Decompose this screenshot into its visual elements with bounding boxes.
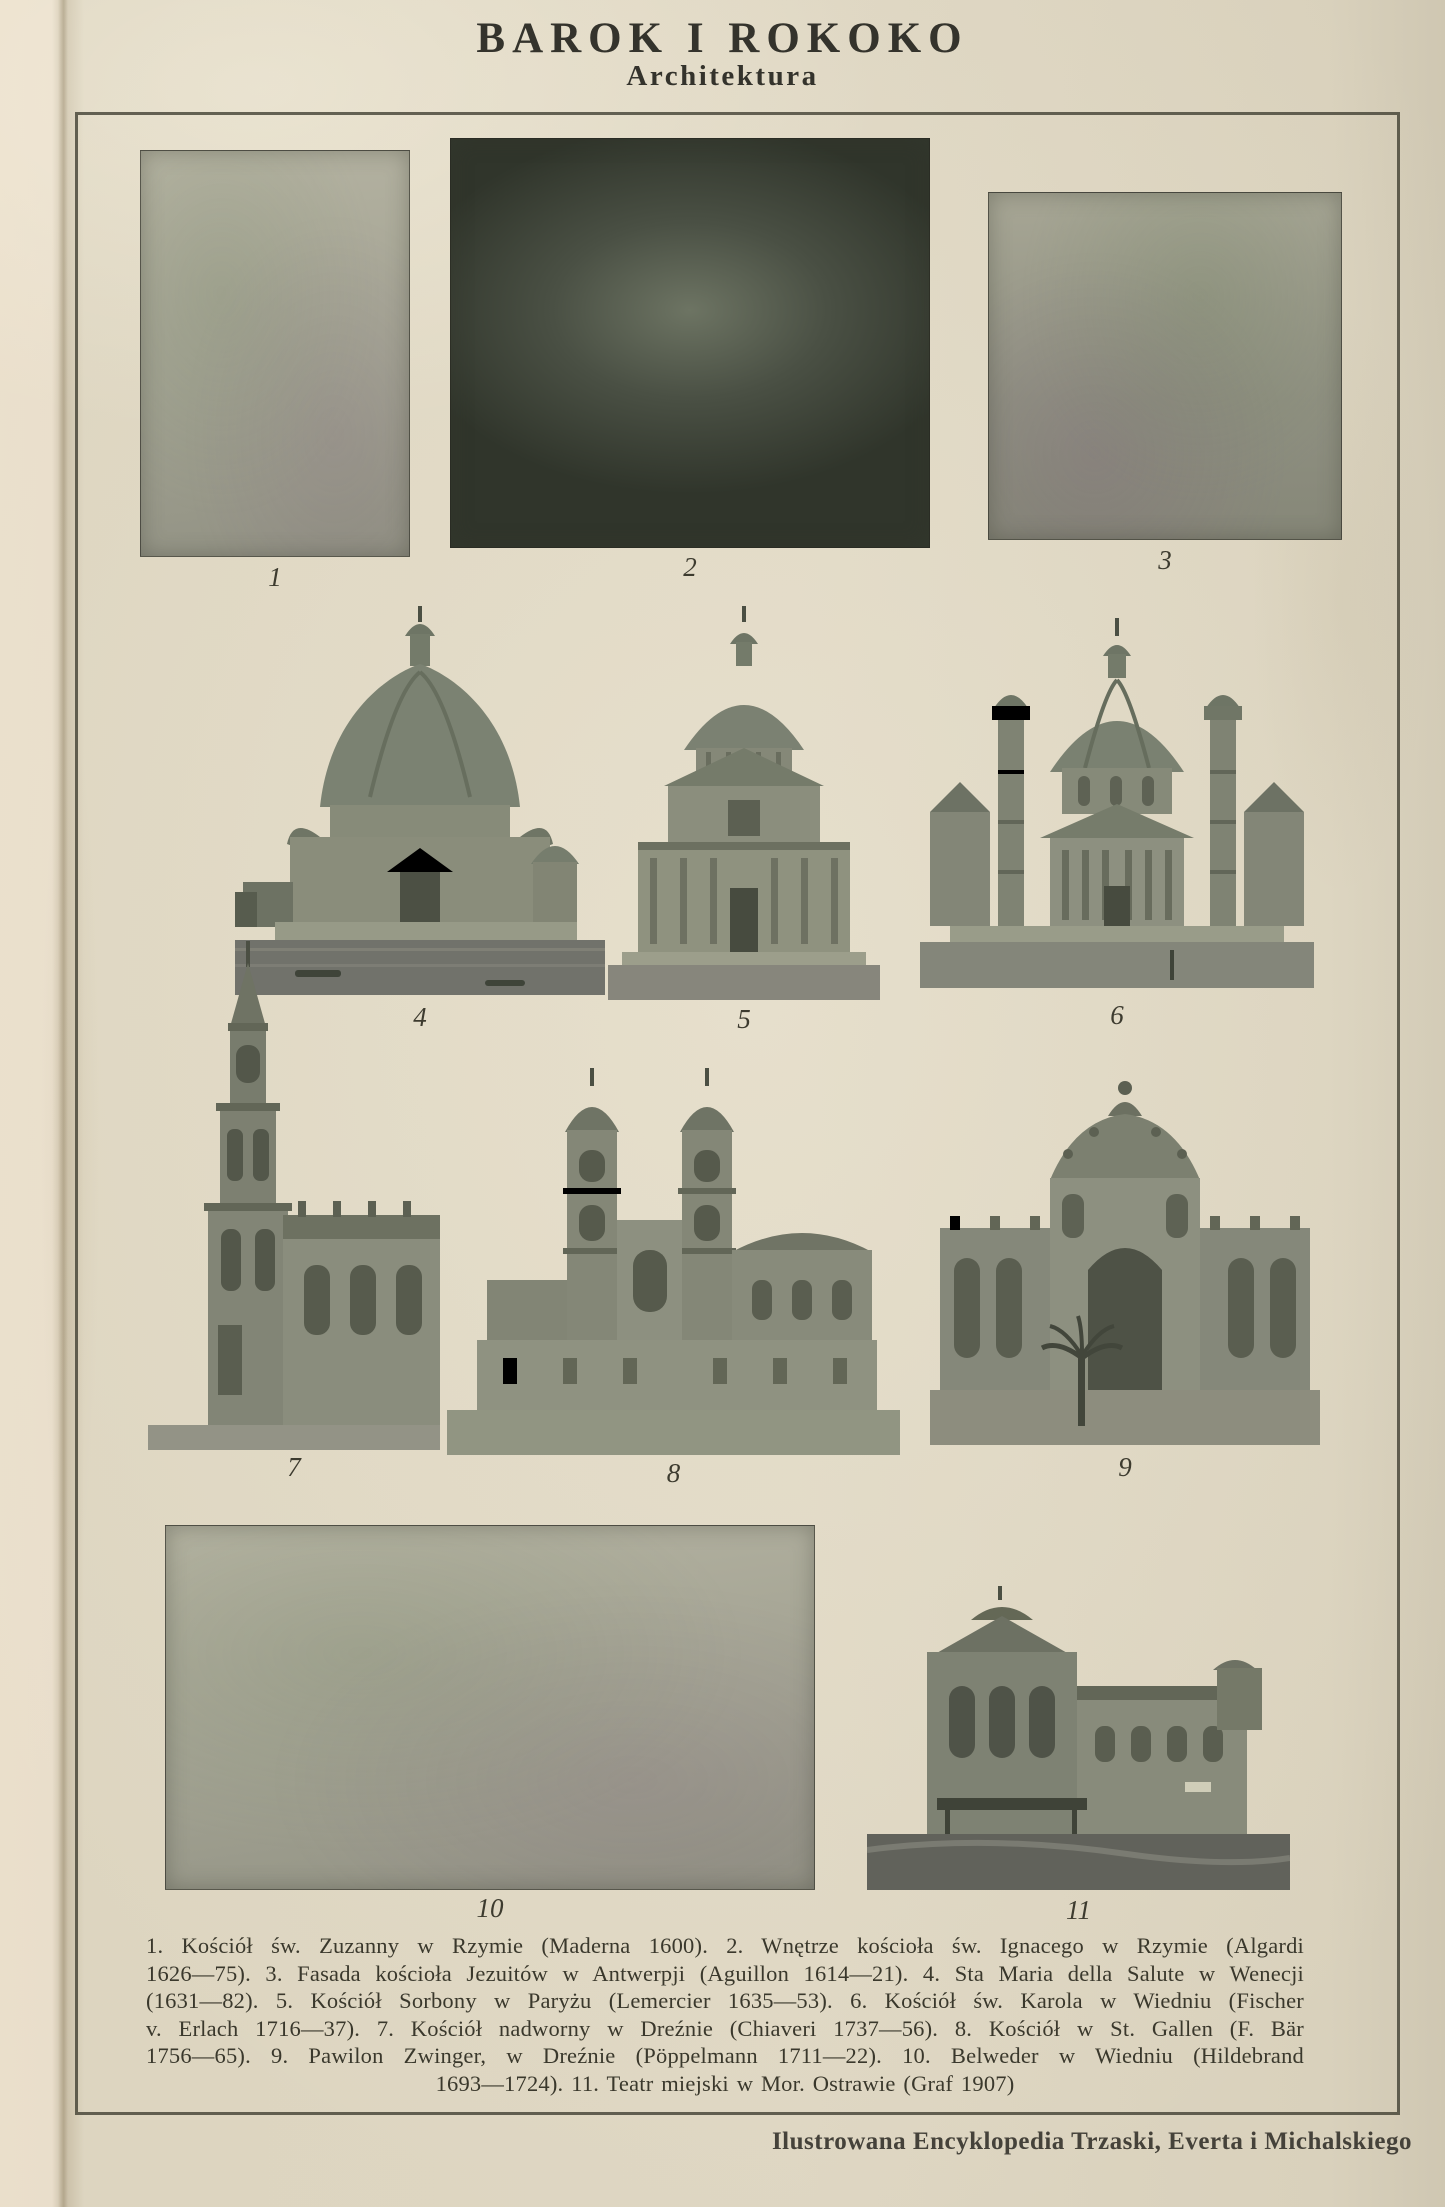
figure-number: 10 <box>476 1893 504 1923</box>
figure-5-sorbonne-photo <box>608 588 880 1000</box>
figure-8-st-gallen-photo <box>447 1040 900 1455</box>
figure-number: 3 <box>1158 545 1172 575</box>
figure-3-jesuit-facade-photo <box>988 192 1342 540</box>
caption-line: 1626—75). 3. Fasada kościoła Jezuitów w Antwerpji (Aguillon 1614—21). 4. Sta Maria della Salute w Wenecji <box>146 1960 1304 1986</box>
tower-church-illustration <box>148 905 440 1450</box>
figure-number: 6 <box>1110 1000 1124 1030</box>
figure-number: 9 <box>1118 1452 1132 1482</box>
caption-line: 1693—1724). 11. Teatr miejski w Mor. Ostrawie (Graf 1907) <box>435 2070 1015 2096</box>
figure-10-belvedere-photo <box>165 1525 815 1890</box>
figure-6-karlskirche-photo <box>920 600 1314 988</box>
figure-number: 8 <box>666 1458 681 1488</box>
caption-line: 1756—65). 9. Pawilon Zwinger, w Dreźnie (Pöppelmann 1711—22). 10. Belweder w Wiedniu (Hildebrand <box>146 2043 1304 2068</box>
figure-number: 1 <box>268 562 282 592</box>
page-fold-crease <box>58 0 68 2207</box>
figure-number: 2 <box>683 552 697 582</box>
pavilion-illustration <box>930 1058 1320 1445</box>
photo-background <box>450 138 930 548</box>
caption-line: (1631—82). 5. Kościół Sorbony w Paryżu (Lemercier 1635—53). 6. Kościół św. Karola w Wiedniu (Fischer <box>146 1988 1304 2013</box>
figure-1-church-facade-photo <box>140 150 410 557</box>
domed-facade-illustration <box>608 588 880 1000</box>
figure-7-hofkirche-dresden-photo <box>148 905 440 1450</box>
photo-background <box>165 1525 815 1890</box>
photo-background <box>140 150 410 557</box>
figure-number: 7 <box>287 1452 301 1482</box>
figure-2-church-interior-photo <box>450 138 930 548</box>
theatre-illustration <box>867 1558 1290 1890</box>
figure-11-ostrava-theatre-photo <box>867 1558 1290 1890</box>
figure-9-zwinger-pavilion-photo <box>930 1058 1320 1445</box>
plate-caption <box>146 1932 1304 2097</box>
caption-line: 1. Kościół św. Zuzanny w Rzymie (Maderna 1600). 2. Wnętrze kościoła św. Ignacego w Rzymie (Algardi <box>146 1933 1304 1958</box>
publisher-imprint: Ilustrowana Encyklopedia Trzaski, Everta i Michalskiego <box>771 2128 1412 2155</box>
domed-church-columns-illustration <box>920 600 1314 988</box>
twin-tower-church-illustration <box>447 1040 900 1455</box>
figure-number: 5 <box>737 1004 751 1034</box>
page-subtitle: Architektura <box>626 60 819 92</box>
caption-line: v. Erlach 1716—37). 7. Kościół nadworny w Dreźnie (Chiaveri 1737—56). 8. Kościół w St. Gallen (F. Bär <box>146 2015 1304 2041</box>
figure-number: 4 <box>413 1002 427 1032</box>
photo-background <box>988 192 1342 540</box>
figure-number: 11 <box>1066 1895 1091 1925</box>
page-title: BAROK I ROKOKO <box>476 15 969 62</box>
